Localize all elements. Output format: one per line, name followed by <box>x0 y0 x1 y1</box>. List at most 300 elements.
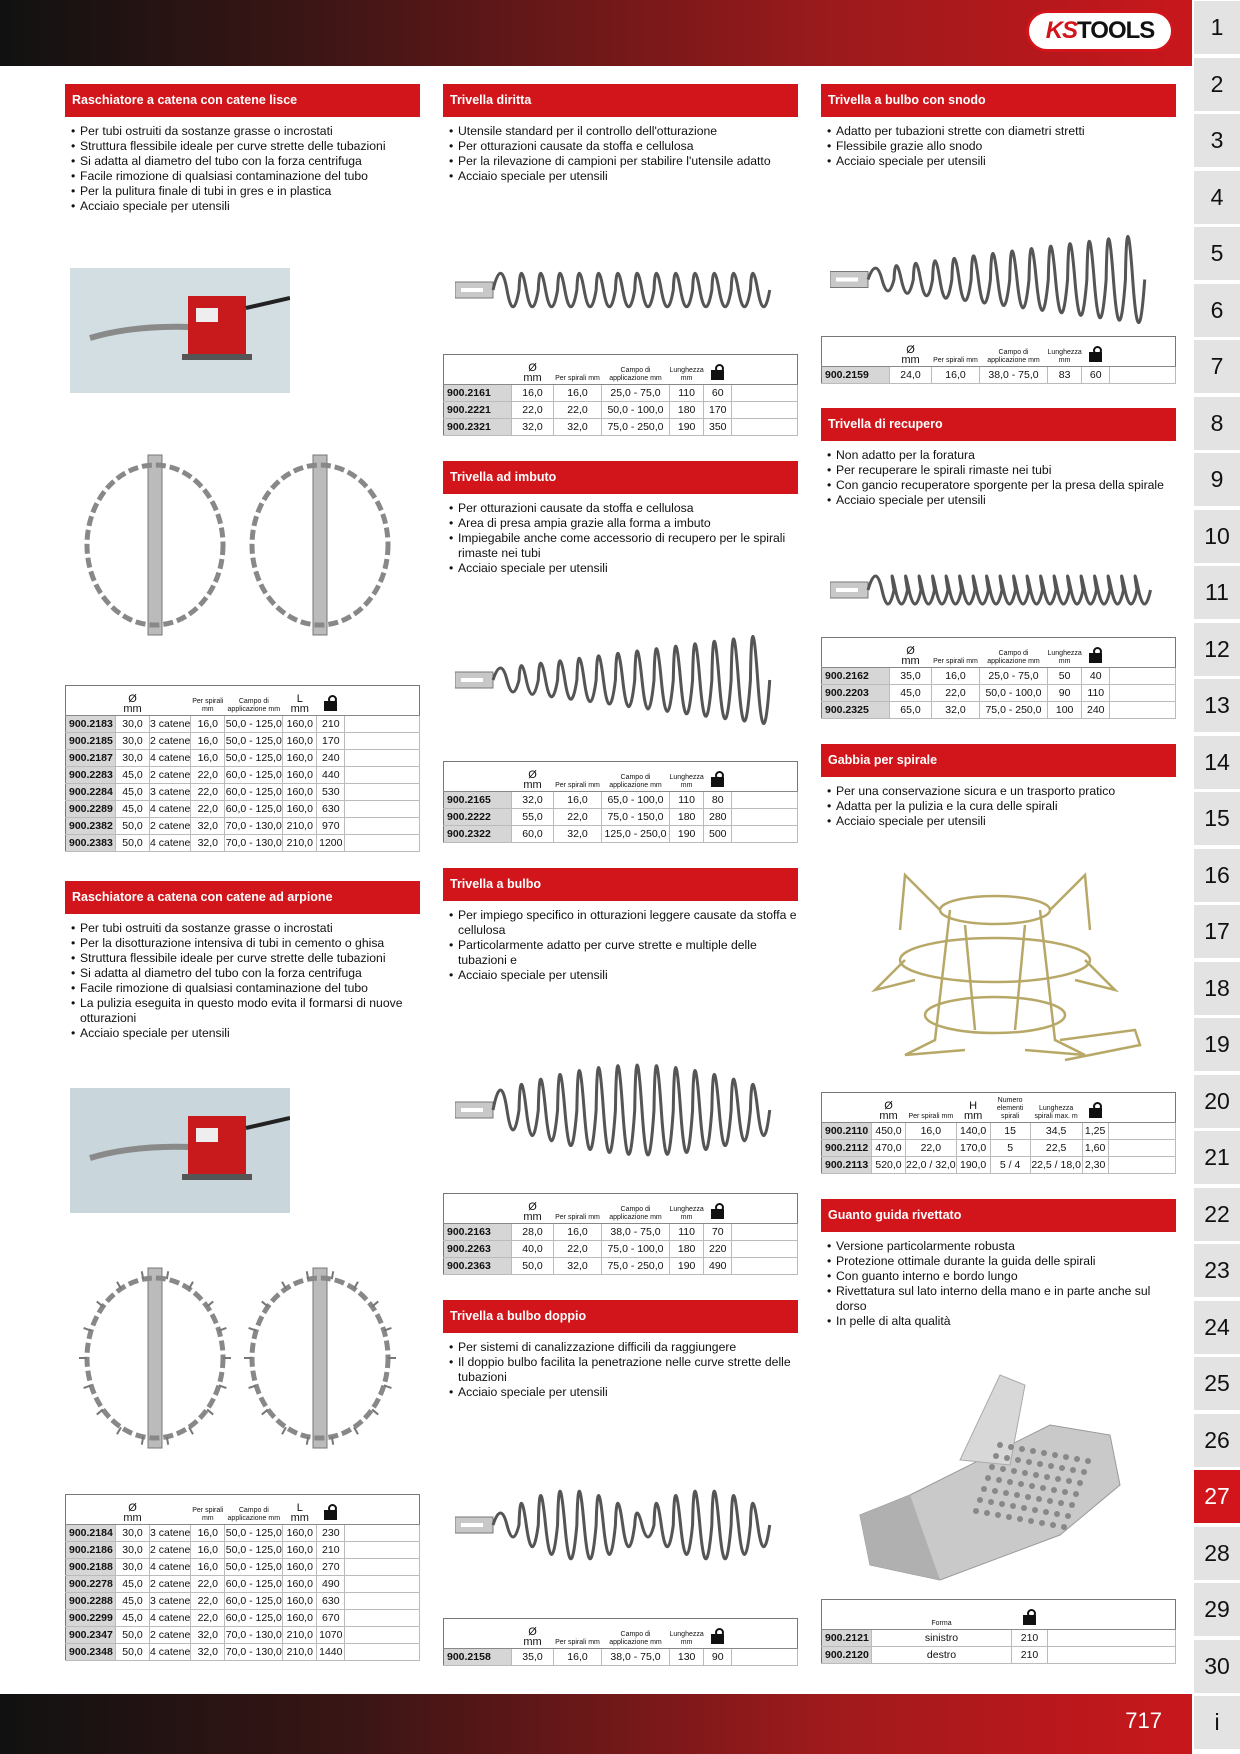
maxlength-header: Lunghezza spirali max. m <box>1030 1093 1082 1123</box>
section-title: Trivella a bulbo con snodo <box>821 84 1176 117</box>
tab-6[interactable]: 6 <box>1194 284 1240 337</box>
tab-17[interactable]: 17 <box>1194 905 1240 958</box>
tab-22[interactable]: 22 <box>1194 1188 1240 1241</box>
chain-scraper-harpoon-image <box>70 1258 410 1458</box>
feature-item: • Acciaio speciale per utensili <box>827 154 1176 169</box>
weight-icon <box>1089 1102 1102 1118</box>
table-cell: 75,0 - 250,0 <box>602 419 670 436</box>
table-cell: 75,0 - 250,0 <box>980 702 1048 719</box>
feature-list <box>443 501 798 576</box>
table-cell: 440 <box>317 767 345 784</box>
spacer-cell <box>732 826 798 843</box>
article-number: 900.2288 <box>66 1593 116 1610</box>
section-funnel-auger <box>443 461 798 576</box>
count-header: Numero elementi spirali <box>990 1093 1030 1123</box>
table-cell: 210 <box>317 716 345 733</box>
feature-list <box>443 908 798 983</box>
table-cell: 25,0 - 75,0 <box>602 385 670 402</box>
table-cell: 500 <box>704 826 732 843</box>
article-number: 900.2113 <box>822 1157 872 1174</box>
tab-24[interactable]: 24 <box>1194 1301 1240 1354</box>
table-cell: 70,0 - 130,0 <box>225 835 283 852</box>
weight-icon <box>324 695 337 711</box>
table-cell: 450,0 <box>872 1123 906 1140</box>
article-number: 900.2299 <box>66 1610 116 1627</box>
table-cell: 70,0 - 130,0 <box>225 1627 283 1644</box>
table-cell: 100 <box>1048 702 1082 719</box>
weight-icon <box>711 771 724 787</box>
spacer-cell <box>732 385 798 402</box>
table-cell: 22,0 <box>191 1593 225 1610</box>
table-cell: 22,0 <box>191 1576 225 1593</box>
table-cell: 70 <box>704 1224 732 1241</box>
table-cell: 16,0 <box>191 1559 225 1576</box>
table-cell: 38,0 - 75,0 <box>602 1649 670 1666</box>
spacer-cell <box>345 750 420 767</box>
spacer-header <box>732 1619 798 1649</box>
article-number: 900.2263 <box>444 1241 512 1258</box>
article-number: 900.2186 <box>66 1542 116 1559</box>
table-cell: 50,0 <box>116 818 150 835</box>
spacer-cell <box>1048 1647 1176 1664</box>
table-cell: 22,0 <box>191 801 225 818</box>
table-cell: 210 <box>1012 1647 1048 1664</box>
table-cell: 16,0 <box>554 1649 602 1666</box>
feature-list <box>821 124 1176 169</box>
article-number: 900.2325 <box>822 702 890 719</box>
table-cell: 2 catene <box>150 767 191 784</box>
feature-item: • Per tubi ostruiti da sostanze grasse o incrostati <box>71 124 420 139</box>
table-cell: 160,0 <box>283 1559 317 1576</box>
feature-item: • Acciaio speciale per utensili <box>71 199 420 214</box>
spacer-cell <box>345 1525 420 1542</box>
range-header: Campo di applicazione mm <box>602 1619 670 1649</box>
weight-header <box>317 686 345 716</box>
weight-header <box>1082 337 1110 367</box>
tab-5[interactable]: 5 <box>1194 227 1240 280</box>
spec-table-s1 <box>65 685 420 852</box>
table-cell: 16,0 <box>191 750 225 767</box>
table-cell: 45,0 <box>116 801 150 818</box>
spacer-header <box>732 762 798 792</box>
chains-header <box>150 686 191 716</box>
article-number: 900.2363 <box>444 1258 512 1275</box>
spacer-cell <box>345 801 420 818</box>
table-cell: 32,0 <box>932 702 980 719</box>
code-header <box>444 1619 512 1649</box>
table-row <box>444 402 798 419</box>
table-row <box>66 750 420 767</box>
table-row <box>66 1644 420 1661</box>
feature-item: • Protezione ottimale durante la guida delle spirali <box>827 1254 1176 1269</box>
table-cell: 110 <box>670 1224 704 1241</box>
article-number: 900.2184 <box>66 1525 116 1542</box>
article-number: 900.2203 <box>822 685 890 702</box>
spacer-header <box>1110 337 1176 367</box>
tab-27[interactable]: 27 <box>1194 1470 1240 1523</box>
feature-item: • Facile rimozione di qualsiasi contaminazione del tubo <box>71 981 420 996</box>
length-header: Lunghezza mm <box>1048 337 1082 367</box>
article-number: 900.2158 <box>444 1649 512 1666</box>
table-cell: 45,0 <box>116 1576 150 1593</box>
spacer-cell <box>732 1224 798 1241</box>
feature-list <box>821 448 1176 508</box>
article-number: 900.2383 <box>66 835 116 852</box>
tab-8[interactable]: 8 <box>1194 397 1240 450</box>
table-cell: 170 <box>704 402 732 419</box>
table-cell: 4 catene <box>150 801 191 818</box>
tab-1[interactable]: 1 <box>1194 1 1240 54</box>
table-cell: 3 catene <box>150 784 191 801</box>
spacer-cell <box>345 784 420 801</box>
tab-21[interactable]: 21 <box>1194 1131 1240 1184</box>
table-cell: 4 catene <box>150 750 191 767</box>
table-row <box>66 1627 420 1644</box>
feature-item: • Struttura flessibile ideale per curve strette delle tubazioni <box>71 139 420 154</box>
riveted-glove-image <box>850 1365 1130 1590</box>
code-header <box>822 1093 872 1123</box>
article-number: 900.2347 <box>66 1627 116 1644</box>
feature-item: • Particolarmente adatto per curve strette e multiple delle tubazioni e <box>449 938 798 968</box>
table-row <box>822 668 1176 685</box>
weight-header <box>704 1194 732 1224</box>
table-cell: 30,0 <box>116 1542 150 1559</box>
table-cell: 190 <box>670 826 704 843</box>
weight-header <box>317 1495 345 1525</box>
table-cell: 1440 <box>317 1644 345 1661</box>
spiral-header: Per spirali mm <box>554 762 602 792</box>
weight-header <box>1082 1093 1108 1123</box>
table-cell: 32,0 <box>554 419 602 436</box>
spiral-header: Per spirali mm <box>932 337 980 367</box>
code-header <box>822 638 890 668</box>
code-header <box>822 337 890 367</box>
table-cell: 5 <box>990 1140 1030 1157</box>
table-cell: 1070 <box>317 1627 345 1644</box>
table-cell: 22,0 <box>932 685 980 702</box>
table-cell: 35,0 <box>512 1649 554 1666</box>
table-cell: 180 <box>670 809 704 826</box>
table-cell: 60,0 - 125,0 <box>225 767 283 784</box>
table-cell: 2 catene <box>150 818 191 835</box>
tab-9[interactable]: 9 <box>1194 453 1240 506</box>
tab-11[interactable]: 11 <box>1194 566 1240 619</box>
table-cell: 16,0 <box>512 385 554 402</box>
table-cell: 75,0 - 100,0 <box>602 1241 670 1258</box>
table-cell: 70,0 - 130,0 <box>225 1644 283 1661</box>
tab-14[interactable]: 14 <box>1194 736 1240 789</box>
table-cell: 25,0 - 75,0 <box>980 668 1048 685</box>
article-number: 900.2283 <box>66 767 116 784</box>
table-cell: 34,5 <box>1030 1123 1082 1140</box>
table-cell: 3 catene <box>150 1593 191 1610</box>
table-cell: 230 <box>317 1525 345 1542</box>
table-cell: 22,0 <box>554 1241 602 1258</box>
table-cell: 530 <box>317 784 345 801</box>
drain-machine-image <box>70 268 290 393</box>
spacer-cell <box>1108 1123 1175 1140</box>
tab-25[interactable]: 25 <box>1194 1357 1240 1410</box>
diameter-header: Ø mm <box>512 1619 554 1649</box>
table-cell: 110 <box>1082 685 1110 702</box>
table-cell: 32,0 <box>191 1627 225 1644</box>
article-number: 900.2112 <box>822 1140 872 1157</box>
table-cell: 35,0 <box>890 668 932 685</box>
section-title: Gabbia per spirale <box>821 744 1176 777</box>
spacer-cell <box>345 1644 420 1661</box>
table-row <box>822 1140 1176 1157</box>
table-row <box>444 1649 798 1666</box>
length-header: Lunghezza mm <box>670 762 704 792</box>
table-cell: 1,25 <box>1082 1123 1108 1140</box>
tab-13[interactable]: 13 <box>1194 679 1240 732</box>
spec-table-s5 <box>443 1193 798 1275</box>
diameter-header: Ø mm <box>116 686 150 716</box>
table-cell: 22,0 <box>554 402 602 419</box>
weight-header <box>1012 1600 1048 1630</box>
table-cell: 970 <box>317 818 345 835</box>
table-cell: 30,0 <box>116 733 150 750</box>
section-recovery-auger <box>821 408 1176 508</box>
table-cell: 160,0 <box>283 1610 317 1627</box>
spacer-cell <box>1110 702 1176 719</box>
table-cell: 160,0 <box>283 1593 317 1610</box>
range-header: Campo di applicazione mm <box>225 1495 283 1525</box>
tab-4[interactable]: 4 <box>1194 171 1240 224</box>
kstools-logo: KS TOOLS <box>1026 10 1174 52</box>
table-cell: 60,0 <box>512 826 554 843</box>
feature-item: • Flessibile grazie allo snodo <box>827 139 1176 154</box>
section-chain-scraper-harpoon <box>65 881 420 1041</box>
table-cell: sinistro <box>872 1630 1012 1647</box>
length-header: Lunghezza mm <box>1048 638 1082 668</box>
article-number: 900.2322 <box>444 826 512 843</box>
tab-7[interactable]: 7 <box>1194 340 1240 393</box>
table-cell: 80 <box>704 792 732 809</box>
article-number: 900.2165 <box>444 792 512 809</box>
table-cell: 30,0 <box>116 1559 150 1576</box>
table-cell: 280 <box>704 809 732 826</box>
section-title: Trivella di recupero <box>821 408 1176 441</box>
table-cell: 160,0 <box>283 1542 317 1559</box>
feature-item: • Impiegabile anche come accessorio di recupero per le spirali rimaste nei tubi <box>449 531 798 561</box>
spiral-cage-image <box>845 870 1145 1070</box>
article-number: 900.2222 <box>444 809 512 826</box>
table-cell: 110 <box>670 792 704 809</box>
tab-23[interactable]: 23 <box>1194 1244 1240 1297</box>
table-cell: destro <box>872 1647 1012 1664</box>
table-cell: 32,0 <box>554 826 602 843</box>
chain-scraper-smooth-image <box>70 445 410 655</box>
feature-item: • Per una conservazione sicura e un trasporto pratico <box>827 784 1176 799</box>
table-cell: 60,0 - 125,0 <box>225 801 283 818</box>
spec-table-s2 <box>65 1494 420 1661</box>
tab-26[interactable]: 26 <box>1194 1414 1240 1467</box>
table-row <box>66 1593 420 1610</box>
table-cell: 210,0 <box>283 835 317 852</box>
table-cell: 50,0 <box>116 1644 150 1661</box>
feature-list <box>65 124 420 214</box>
range-header: Campo di applicazione mm <box>602 1194 670 1224</box>
tab-15[interactable]: 15 <box>1194 792 1240 845</box>
table-row <box>444 1241 798 1258</box>
table-cell: 16,0 <box>191 1542 225 1559</box>
table-cell: 55,0 <box>512 809 554 826</box>
spacer-cell <box>345 1576 420 1593</box>
tab-29[interactable]: 29 <box>1194 1583 1240 1636</box>
table-cell: 170,0 <box>956 1140 990 1157</box>
table-row <box>444 792 798 809</box>
table-cell: 210,0 <box>283 818 317 835</box>
table-cell: 60,0 - 125,0 <box>225 1593 283 1610</box>
feature-list <box>821 784 1176 829</box>
recovery-auger-image <box>830 565 1160 615</box>
table-row <box>66 1576 420 1593</box>
table-cell: 630 <box>317 1593 345 1610</box>
table-cell: 220 <box>704 1241 732 1258</box>
table-cell: 50,0 <box>116 1627 150 1644</box>
tab-3[interactable]: 3 <box>1194 114 1240 167</box>
chapter-tabs <box>1194 0 1240 1754</box>
table-cell: 210,0 <box>283 1627 317 1644</box>
table-cell: 65,0 <box>890 702 932 719</box>
table-cell: 110 <box>670 385 704 402</box>
table-cell: 75,0 - 250,0 <box>602 1258 670 1275</box>
spacer-cell <box>345 1559 420 1576</box>
tab-i[interactable]: i <box>1194 1696 1240 1749</box>
table-cell: 190 <box>670 419 704 436</box>
feature-item: • Facile rimozione di qualsiasi contaminazione del tubo <box>71 169 420 184</box>
spacer-cell <box>732 1241 798 1258</box>
table-cell: 350 <box>704 419 732 436</box>
table-cell: 470,0 <box>872 1140 906 1157</box>
table-cell: 520,0 <box>872 1157 906 1174</box>
table-row <box>444 1258 798 1275</box>
table-row <box>444 419 798 436</box>
table-cell: 15 <box>990 1123 1030 1140</box>
table-row <box>66 1525 420 1542</box>
spiral-header: Per spirali mm <box>191 686 225 716</box>
article-number: 900.2284 <box>66 784 116 801</box>
table-row <box>822 1630 1176 1647</box>
spacer-cell <box>345 733 420 750</box>
spec-table-s3 <box>443 354 798 436</box>
table-cell: 2 catene <box>150 1627 191 1644</box>
table-row <box>822 702 1176 719</box>
weight-icon <box>1023 1609 1036 1625</box>
section-bulb-auger-joint <box>821 84 1176 169</box>
tab-10[interactable]: 10 <box>1194 510 1240 563</box>
spiral-header: Per spirali mm <box>191 1495 225 1525</box>
weight-header <box>704 1619 732 1649</box>
weight-header <box>1082 638 1110 668</box>
table-row <box>66 835 420 852</box>
feature-item: • Utensile standard per il controllo dell'otturazione <box>449 124 798 139</box>
table-cell: 22,5 / 18,0 <box>1030 1157 1082 1174</box>
table-row <box>66 767 420 784</box>
length-header: Lunghezza mm <box>670 1194 704 1224</box>
feature-item: • In pelle di alta qualità <box>827 1314 1176 1329</box>
table-cell: 160,0 <box>283 1525 317 1542</box>
spacer-header <box>732 355 798 385</box>
tab-16[interactable]: 16 <box>1194 849 1240 902</box>
spec-table-s4 <box>443 761 798 843</box>
feature-item: • Per la rilevazione di campioni per stabilire l'utensile adatto <box>449 154 798 169</box>
table-cell: 670 <box>317 1610 345 1627</box>
diameter-header: Ø mm <box>890 638 932 668</box>
table-cell: 40,0 <box>512 1241 554 1258</box>
table-cell: 210,0 <box>283 1644 317 1661</box>
table-cell: 4 catene <box>150 1559 191 1576</box>
tab-30[interactable]: 30 <box>1194 1640 1240 1693</box>
article-number: 900.2187 <box>66 750 116 767</box>
table-cell: 2 catene <box>150 1576 191 1593</box>
article-number: 900.2110 <box>822 1123 872 1140</box>
feature-item: • Acciaio speciale per utensili <box>449 968 798 983</box>
table-cell: 90 <box>704 1649 732 1666</box>
spacer-cell <box>345 1627 420 1644</box>
chains-header <box>150 1495 191 1525</box>
tab-18[interactable]: 18 <box>1194 962 1240 1015</box>
article-number: 900.2185 <box>66 733 116 750</box>
table-cell: 50,0 - 100,0 <box>980 685 1048 702</box>
spiral-header: Per spirali mm <box>906 1093 957 1123</box>
table-cell: 45,0 <box>116 1593 150 1610</box>
spacer-cell <box>732 402 798 419</box>
article-number: 900.2289 <box>66 801 116 818</box>
section-bulb-auger <box>443 868 798 983</box>
table-cell: 60,0 - 125,0 <box>225 1576 283 1593</box>
table-cell: 190,0 <box>956 1157 990 1174</box>
table-cell: 4 catene <box>150 1644 191 1661</box>
tab-19[interactable]: 19 <box>1194 1018 1240 1071</box>
spiral-header: Per spirali mm <box>554 1619 602 1649</box>
spacer-cell <box>1108 1140 1175 1157</box>
table-cell: 210 <box>1012 1630 1048 1647</box>
article-number: 900.2161 <box>444 385 512 402</box>
tab-20[interactable]: 20 <box>1194 1075 1240 1128</box>
spacer-header <box>1048 1600 1176 1630</box>
table-cell: 22,0 <box>191 784 225 801</box>
article-number: 900.2120 <box>822 1647 872 1664</box>
spacer-cell <box>732 792 798 809</box>
table-cell: 125,0 - 250,0 <box>602 826 670 843</box>
table-cell: 160,0 <box>283 716 317 733</box>
length-header: Lunghezza mm <box>670 355 704 385</box>
feature-item: • Per tubi ostruiti da sostanze grasse o incrostati <box>71 921 420 936</box>
spacer-cell <box>732 1649 798 1666</box>
table-cell: 130 <box>670 1649 704 1666</box>
table-cell: 160,0 <box>283 750 317 767</box>
table-row <box>66 801 420 818</box>
feature-item: • Non adatto per la foratura <box>827 448 1176 463</box>
feature-item: • Acciaio speciale per utensili <box>449 169 798 184</box>
table-cell: 83 <box>1048 367 1082 384</box>
tab-2[interactable]: 2 <box>1194 58 1240 111</box>
spacer-cell <box>732 419 798 436</box>
spiral-header: Per spirali mm <box>554 1194 602 1224</box>
table-cell: 630 <box>317 801 345 818</box>
table-cell: 24,0 <box>890 367 932 384</box>
spec-table-s8 <box>821 637 1176 719</box>
table-cell: 5 / 4 <box>990 1157 1030 1174</box>
spacer-cell <box>732 1258 798 1275</box>
table-row <box>822 1157 1176 1174</box>
tab-28[interactable]: 28 <box>1194 1527 1240 1580</box>
table-cell: 16,0 <box>932 668 980 685</box>
spacer-cell <box>732 809 798 826</box>
tab-12[interactable]: 12 <box>1194 623 1240 676</box>
